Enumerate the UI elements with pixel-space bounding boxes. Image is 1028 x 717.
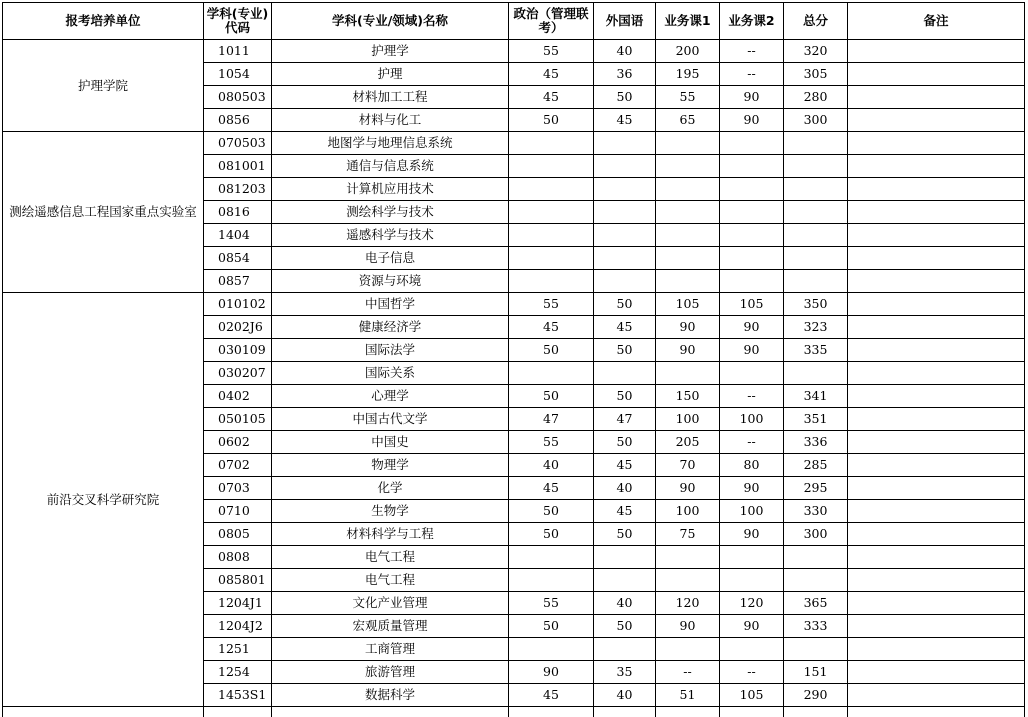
name-cell: 中国古代文学: [272, 408, 509, 431]
table-row-continuation: [3, 707, 1025, 717]
politics-cell: 50: [509, 500, 594, 523]
course1-cell: 205: [656, 431, 720, 454]
name-cell: 化学: [272, 477, 509, 500]
code-cell: 1251: [204, 638, 272, 661]
politics-cell: [509, 132, 594, 155]
politics-cell: 55: [509, 592, 594, 615]
header-total: 总分: [784, 3, 848, 40]
politics-cell: [509, 201, 594, 224]
politics-cell: 45: [509, 316, 594, 339]
note-cell: [848, 63, 1025, 86]
total-cell: 305: [784, 63, 848, 86]
course1-cell: [656, 224, 720, 247]
foreign-cell: 40: [594, 40, 656, 63]
table-row: [3, 40, 1025, 63]
course2-cell: --: [720, 385, 784, 408]
header-unit: 报考培养单位: [3, 3, 204, 40]
course1-cell: 100: [656, 408, 720, 431]
code-cell: 081001: [204, 155, 272, 178]
name-cell: 数据科学: [272, 684, 509, 707]
total-cell: [784, 247, 848, 270]
course1-cell: [656, 270, 720, 293]
name-cell: 国际法学: [272, 339, 509, 362]
unit-cell: 测绘遥感信息工程国家重点实验室: [3, 132, 204, 293]
code-cell: 1254: [204, 661, 272, 684]
name-cell: 遥感科学与技术: [272, 224, 509, 247]
total-cell: 365: [784, 592, 848, 615]
foreign-cell: [594, 132, 656, 155]
politics-cell: 50: [509, 109, 594, 132]
code-cell: 0808: [204, 546, 272, 569]
course2-cell: 90: [720, 316, 784, 339]
code-cell: 0710: [204, 500, 272, 523]
foreign-cell: 50: [594, 431, 656, 454]
code-cell: 0816: [204, 201, 272, 224]
politics-cell: 45: [509, 86, 594, 109]
code-cell: 010102: [204, 293, 272, 316]
foreign-cell: 50: [594, 615, 656, 638]
code-cell: 0856: [204, 109, 272, 132]
total-cell: 300: [784, 523, 848, 546]
course2-cell: [720, 247, 784, 270]
course1-cell: [656, 569, 720, 592]
course2-cell: 100: [720, 500, 784, 523]
foreign-cell: 50: [594, 385, 656, 408]
code-cell: 081203: [204, 178, 272, 201]
note-cell: [848, 247, 1025, 270]
total-cell: 333: [784, 615, 848, 638]
name-cell: 物理学: [272, 454, 509, 477]
course2-cell: [720, 638, 784, 661]
foreign-cell: 40: [594, 684, 656, 707]
name-cell: 测绘科学与技术: [272, 201, 509, 224]
course2-cell: 105: [720, 684, 784, 707]
note-cell: [848, 477, 1025, 500]
name-cell: 电气工程: [272, 569, 509, 592]
course1-cell: 70: [656, 454, 720, 477]
course1-cell: 90: [656, 316, 720, 339]
course2-cell: [720, 362, 784, 385]
course2-cell: [720, 546, 784, 569]
name-cell: 护理: [272, 63, 509, 86]
politics-cell: 40: [509, 454, 594, 477]
empty-cell: [3, 707, 204, 717]
course2-cell: --: [720, 40, 784, 63]
foreign-cell: 40: [594, 477, 656, 500]
unit-cell: 护理学院: [3, 40, 204, 132]
name-cell: 旅游管理: [272, 661, 509, 684]
empty-cell: [509, 707, 594, 717]
foreign-cell: [594, 247, 656, 270]
politics-cell: 50: [509, 339, 594, 362]
course2-cell: 90: [720, 477, 784, 500]
header-name: 学科(专业/领域)名称: [272, 3, 509, 40]
course1-cell: 90: [656, 477, 720, 500]
course2-cell: [720, 569, 784, 592]
course1-cell: 150: [656, 385, 720, 408]
politics-cell: 50: [509, 523, 594, 546]
code-cell: 1204J2: [204, 615, 272, 638]
total-cell: 341: [784, 385, 848, 408]
note-cell: [848, 132, 1025, 155]
code-cell: 0805: [204, 523, 272, 546]
note-cell: [848, 293, 1025, 316]
code-cell: 1011: [204, 40, 272, 63]
empty-cell: [656, 707, 720, 717]
course1-cell: 65: [656, 109, 720, 132]
code-cell: 070503: [204, 132, 272, 155]
course1-cell: [656, 638, 720, 661]
note-cell: [848, 661, 1025, 684]
table-body: [3, 40, 1025, 717]
course2-cell: [720, 155, 784, 178]
empty-cell: [784, 707, 848, 717]
note-cell: [848, 316, 1025, 339]
note-cell: [848, 270, 1025, 293]
total-cell: [784, 178, 848, 201]
total-cell: 285: [784, 454, 848, 477]
note-cell: [848, 201, 1025, 224]
name-cell: 宏观质量管理: [272, 615, 509, 638]
name-cell: 中国史: [272, 431, 509, 454]
course2-cell: [720, 201, 784, 224]
code-cell: 080503: [204, 86, 272, 109]
politics-cell: [509, 178, 594, 201]
header-row: [3, 3, 1025, 40]
header-foreign: 外国语: [594, 3, 656, 40]
code-cell: 0703: [204, 477, 272, 500]
course1-cell: [656, 155, 720, 178]
code-cell: 1054: [204, 63, 272, 86]
code-cell: 1404: [204, 224, 272, 247]
header-note: 备注: [848, 3, 1025, 40]
table-row: [3, 293, 1025, 316]
course2-cell: --: [720, 661, 784, 684]
course1-cell: 90: [656, 615, 720, 638]
course1-cell: [656, 132, 720, 155]
course2-cell: 90: [720, 523, 784, 546]
total-cell: [784, 132, 848, 155]
name-cell: 心理学: [272, 385, 509, 408]
note-cell: [848, 178, 1025, 201]
note-cell: [848, 592, 1025, 615]
course2-cell: 105: [720, 293, 784, 316]
course1-cell: [656, 247, 720, 270]
name-cell: 电气工程: [272, 546, 509, 569]
course1-cell: 100: [656, 500, 720, 523]
name-cell: 材料科学与工程: [272, 523, 509, 546]
unit-cell: 前沿交叉科学研究院: [3, 293, 204, 707]
course2-cell: [720, 270, 784, 293]
total-cell: 320: [784, 40, 848, 63]
name-cell: 中国哲学: [272, 293, 509, 316]
foreign-cell: 50: [594, 523, 656, 546]
name-cell: 材料加工工程: [272, 86, 509, 109]
foreign-cell: [594, 201, 656, 224]
code-cell: 1204J1: [204, 592, 272, 615]
foreign-cell: [594, 270, 656, 293]
score-table: [2, 2, 1025, 717]
politics-cell: [509, 638, 594, 661]
politics-cell: 45: [509, 477, 594, 500]
total-cell: 295: [784, 477, 848, 500]
course2-cell: [720, 132, 784, 155]
course1-cell: 75: [656, 523, 720, 546]
foreign-cell: [594, 224, 656, 247]
course2-cell: --: [720, 431, 784, 454]
foreign-cell: 45: [594, 316, 656, 339]
total-cell: [784, 155, 848, 178]
code-cell: 0857: [204, 270, 272, 293]
politics-cell: 55: [509, 40, 594, 63]
note-cell: [848, 569, 1025, 592]
course1-cell: 90: [656, 339, 720, 362]
code-cell: 0854: [204, 247, 272, 270]
name-cell: 生物学: [272, 500, 509, 523]
header-course1: 业务课1: [656, 3, 720, 40]
foreign-cell: 45: [594, 500, 656, 523]
note-cell: [848, 40, 1025, 63]
total-cell: 323: [784, 316, 848, 339]
course2-cell: 90: [720, 86, 784, 109]
politics-cell: 90: [509, 661, 594, 684]
course2-cell: 80: [720, 454, 784, 477]
header-course2: 业务课2: [720, 3, 784, 40]
course1-cell: 200: [656, 40, 720, 63]
note-cell: [848, 523, 1025, 546]
header-code: 学科(专业)代码: [204, 3, 272, 40]
code-cell: 0202J6: [204, 316, 272, 339]
code-cell: 030207: [204, 362, 272, 385]
code-cell: 0702: [204, 454, 272, 477]
empty-cell: [720, 707, 784, 717]
foreign-cell: 36: [594, 63, 656, 86]
foreign-cell: 50: [594, 339, 656, 362]
total-cell: 151: [784, 661, 848, 684]
total-cell: 351: [784, 408, 848, 431]
foreign-cell: 45: [594, 109, 656, 132]
course2-cell: 120: [720, 592, 784, 615]
name-cell: 计算机应用技术: [272, 178, 509, 201]
course2-cell: [720, 178, 784, 201]
name-cell: 电子信息: [272, 247, 509, 270]
course1-cell: --: [656, 661, 720, 684]
course1-cell: 120: [656, 592, 720, 615]
note-cell: [848, 615, 1025, 638]
politics-cell: [509, 224, 594, 247]
name-cell: 资源与环境: [272, 270, 509, 293]
total-cell: [784, 362, 848, 385]
name-cell: 健康经济学: [272, 316, 509, 339]
politics-cell: [509, 270, 594, 293]
note-cell: [848, 362, 1025, 385]
code-cell: 0402: [204, 385, 272, 408]
course1-cell: [656, 362, 720, 385]
total-cell: [784, 270, 848, 293]
table-row: [3, 132, 1025, 155]
empty-cell: [594, 707, 656, 717]
politics-cell: 55: [509, 293, 594, 316]
total-cell: [784, 201, 848, 224]
course1-cell: 55: [656, 86, 720, 109]
code-cell: 085801: [204, 569, 272, 592]
total-cell: [784, 224, 848, 247]
course1-cell: 51: [656, 684, 720, 707]
politics-cell: 45: [509, 63, 594, 86]
code-cell: 030109: [204, 339, 272, 362]
course2-cell: --: [720, 63, 784, 86]
name-cell: 地图学与地理信息系统: [272, 132, 509, 155]
note-cell: [848, 339, 1025, 362]
note-cell: [848, 500, 1025, 523]
total-cell: 330: [784, 500, 848, 523]
foreign-cell: [594, 569, 656, 592]
total-cell: 335: [784, 339, 848, 362]
empty-cell: [204, 707, 272, 717]
politics-cell: [509, 546, 594, 569]
course2-cell: 90: [720, 109, 784, 132]
note-cell: [848, 546, 1025, 569]
total-cell: 350: [784, 293, 848, 316]
total-cell: 290: [784, 684, 848, 707]
foreign-cell: 40: [594, 592, 656, 615]
foreign-cell: 47: [594, 408, 656, 431]
note-cell: [848, 638, 1025, 661]
note-cell: [848, 454, 1025, 477]
note-cell: [848, 408, 1025, 431]
foreign-cell: [594, 546, 656, 569]
course2-cell: 90: [720, 339, 784, 362]
note-cell: [848, 431, 1025, 454]
foreign-cell: [594, 178, 656, 201]
total-cell: 280: [784, 86, 848, 109]
course1-cell: [656, 546, 720, 569]
note-cell: [848, 385, 1025, 408]
code-cell: 050105: [204, 408, 272, 431]
empty-cell: [272, 707, 509, 717]
politics-cell: 50: [509, 615, 594, 638]
name-cell: 文化产业管理: [272, 592, 509, 615]
politics-cell: [509, 155, 594, 178]
total-cell: 336: [784, 431, 848, 454]
politics-cell: 45: [509, 684, 594, 707]
foreign-cell: 50: [594, 86, 656, 109]
course1-cell: [656, 201, 720, 224]
total-cell: 300: [784, 109, 848, 132]
name-cell: 通信与信息系统: [272, 155, 509, 178]
foreign-cell: 50: [594, 293, 656, 316]
code-cell: 1453S1: [204, 684, 272, 707]
total-cell: [784, 569, 848, 592]
note-cell: [848, 684, 1025, 707]
name-cell: 材料与化工: [272, 109, 509, 132]
foreign-cell: 45: [594, 454, 656, 477]
note-cell: [848, 224, 1025, 247]
course2-cell: [720, 224, 784, 247]
total-cell: [784, 546, 848, 569]
course2-cell: 100: [720, 408, 784, 431]
foreign-cell: 35: [594, 661, 656, 684]
note-cell: [848, 155, 1025, 178]
politics-cell: [509, 247, 594, 270]
politics-cell: 50: [509, 385, 594, 408]
politics-cell: 47: [509, 408, 594, 431]
total-cell: [784, 638, 848, 661]
foreign-cell: [594, 362, 656, 385]
code-cell: 0602: [204, 431, 272, 454]
course1-cell: 195: [656, 63, 720, 86]
note-cell: [848, 86, 1025, 109]
course2-cell: 90: [720, 615, 784, 638]
foreign-cell: [594, 155, 656, 178]
politics-cell: [509, 569, 594, 592]
header-politics: 政治（管理联考）: [509, 3, 594, 40]
course1-cell: 105: [656, 293, 720, 316]
name-cell: 国际关系: [272, 362, 509, 385]
name-cell: 工商管理: [272, 638, 509, 661]
empty-cell: [848, 707, 1025, 717]
politics-cell: [509, 362, 594, 385]
course1-cell: [656, 178, 720, 201]
foreign-cell: [594, 638, 656, 661]
name-cell: 护理学: [272, 40, 509, 63]
politics-cell: 55: [509, 431, 594, 454]
note-cell: [848, 109, 1025, 132]
